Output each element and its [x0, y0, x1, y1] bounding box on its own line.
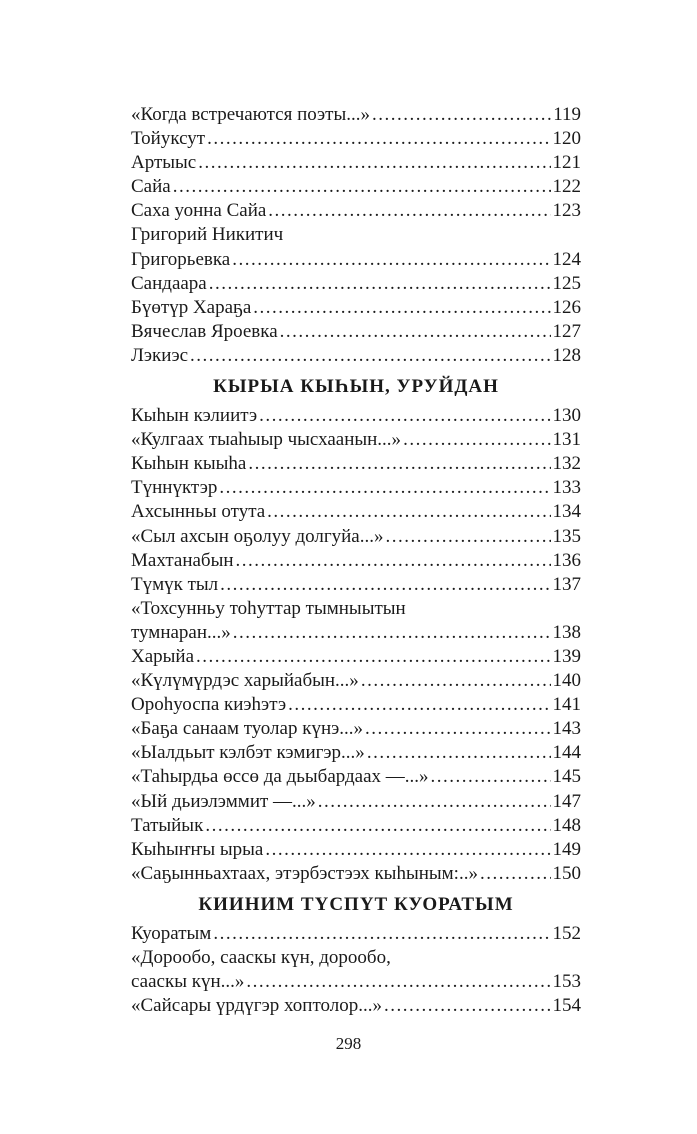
dot-leader — [205, 814, 550, 838]
toc-entry-page: 120 — [552, 128, 581, 150]
toc-entry-title: «Кулгаах тыаһыыр чысхаанын...» — [131, 429, 402, 451]
dot-leader — [246, 970, 550, 994]
toc-entry — [131, 922, 581, 946]
dot-leader — [268, 199, 550, 223]
toc-entry — [131, 669, 581, 693]
dot-leader — [365, 717, 550, 741]
dot-leader — [265, 838, 550, 862]
toc-entry-title: «Ый дьиэлэммит —...» — [131, 790, 316, 812]
toc-entry — [131, 500, 581, 524]
page-number: 298 — [335, 1034, 362, 1053]
toc-entry-page: 144 — [552, 742, 581, 764]
toc-entry-page: 148 — [552, 814, 581, 836]
toc-entry-page: 127 — [552, 320, 581, 342]
toc-entry-title: Артыыс — [131, 152, 197, 174]
toc-entry — [131, 320, 581, 344]
toc-entry-title: «Күлүмүрдэс харыйабын...» — [131, 670, 359, 692]
dot-leader — [236, 549, 551, 573]
toc-entry-title: «Саҕынньахтаах, этэрбэстээх кыһыным:..» — [131, 862, 478, 884]
toc-entry-title: Бүөтүр Хараҕа — [131, 296, 252, 318]
toc-group — [131, 404, 581, 886]
toc-entry-title: сааскы күн...» — [131, 971, 245, 993]
dot-leader — [233, 621, 551, 645]
toc-entry-page: 119 — [553, 104, 581, 125]
toc-entry-title: «Сыл ахсын оҕолуу долгуйа...» — [131, 525, 384, 547]
toc-entry — [131, 452, 581, 476]
toc-entry — [131, 127, 581, 151]
toc-entry-title: Түннүктэр — [131, 477, 218, 499]
dot-leader — [480, 862, 551, 886]
toc-entry-page: 124 — [552, 248, 581, 270]
toc-entry — [131, 645, 581, 669]
dot-leader — [384, 994, 551, 1018]
dot-leader — [248, 452, 550, 476]
toc-entry-page: 126 — [552, 296, 581, 318]
toc-entry — [131, 248, 581, 272]
toc-entry-title-line: «Тохсунньу тоһуттар тымныытын — [131, 597, 406, 619]
toc-entry — [131, 814, 581, 838]
toc-entry — [131, 838, 581, 862]
toc-entry — [131, 741, 581, 765]
section-heading: КИИНИМ ТҮСПҮТ КУОРАТЫМ — [198, 893, 514, 915]
toc-entry-title: Вячеслав Яроевка — [131, 320, 278, 342]
dot-leader — [367, 741, 551, 765]
toc-entry-page: 128 — [552, 344, 581, 366]
toc-entry-title: Ахсынньы отута — [131, 501, 266, 523]
toc-entry-page: 122 — [552, 176, 581, 198]
dot-leader — [209, 272, 551, 296]
toc-entry-title: «Таһырдьа өссө да дьыбардаах —...» — [131, 766, 429, 788]
toc-entry-title: Куоратым — [131, 922, 212, 944]
toc-group — [131, 922, 581, 1018]
dot-leader — [431, 765, 551, 789]
toc-entry-title: Сандаара — [131, 272, 207, 294]
dot-leader — [207, 127, 550, 151]
toc-entry-page: 130 — [552, 405, 581, 427]
toc-entry — [131, 428, 581, 452]
toc-entry — [131, 970, 581, 994]
table-of-contents — [131, 103, 581, 1018]
dot-leader — [288, 693, 550, 717]
dot-leader — [213, 922, 550, 946]
toc-entry-title: Лэкиэс — [131, 344, 189, 366]
toc-entry — [131, 103, 581, 127]
dot-leader — [198, 151, 550, 175]
toc-entry-title: Кыһын кыыһа — [131, 453, 247, 475]
toc-entry-title: Григорьевка — [131, 248, 231, 270]
toc-entry-page: 139 — [552, 645, 581, 667]
toc-entry — [131, 151, 581, 175]
toc-entry — [131, 476, 581, 500]
toc-entry — [131, 175, 581, 199]
dot-leader — [219, 476, 550, 500]
toc-entry-page: 140 — [552, 670, 581, 692]
dot-leader — [173, 175, 551, 199]
toc-entry-page: 149 — [552, 838, 581, 860]
toc-entry-page: 141 — [552, 694, 581, 716]
toc-entry-page: 121 — [552, 152, 581, 174]
toc-entry-title: Ороһуоспа киэһэтэ — [131, 694, 287, 716]
dot-leader — [253, 296, 550, 320]
toc-entry-title: «Сайсары үрдүгэр хоптолор...» — [131, 995, 382, 1017]
toc-entry-title: Тойуксут — [131, 128, 206, 150]
toc-entry — [131, 344, 581, 368]
toc-entry-title: «Ыалдьыт кэлбэт кэмигэр...» — [131, 742, 365, 764]
toc-entry-title: Түмүк тыл — [131, 573, 219, 595]
dot-leader — [318, 790, 551, 814]
toc-entry-title: Кыһыҥҥы ырыа — [131, 838, 264, 860]
dot-leader — [385, 525, 550, 549]
toc-entry-page: 143 — [552, 718, 581, 740]
toc-entry-page: 154 — [552, 995, 581, 1017]
toc-entry-title-line: Григорий Никитич — [131, 224, 284, 246]
toc-entry — [131, 862, 581, 886]
toc-entry — [131, 573, 581, 597]
toc-entry-page: 153 — [552, 971, 581, 993]
toc-entry-title: Саха уонна Сайа — [131, 200, 267, 222]
dot-leader — [267, 500, 550, 524]
dot-leader — [361, 669, 551, 693]
toc-entry-title: Татыйык — [131, 814, 204, 836]
toc-entry-page: 132 — [552, 453, 581, 475]
dot-leader — [232, 248, 550, 272]
toc-entry-page: 152 — [552, 922, 581, 944]
dot-leader — [259, 404, 550, 428]
dot-leader — [220, 573, 550, 597]
toc-entry-page: 123 — [552, 200, 581, 222]
toc-entry-title: Кыһын кэлиитэ — [131, 405, 258, 427]
toc-entry — [131, 272, 581, 296]
toc-entry-title: Махтанабын — [131, 549, 234, 571]
toc-entry-page: 138 — [552, 621, 581, 643]
toc-entry-title: Харыйа — [131, 645, 195, 667]
toc-entry — [131, 790, 581, 814]
toc-entry — [131, 199, 581, 223]
dot-leader — [190, 344, 550, 368]
dot-leader — [403, 428, 550, 452]
toc-entry-page: 133 — [552, 477, 581, 499]
toc-entry-page: 137 — [552, 573, 581, 595]
toc-entry — [131, 717, 581, 741]
toc-entry — [131, 296, 581, 320]
toc-entry-title: тумнаран...» — [131, 621, 231, 643]
toc-entry — [131, 994, 581, 1018]
dot-leader — [372, 103, 551, 127]
toc-entry-page: 134 — [552, 501, 581, 523]
toc-entry-page: 147 — [552, 790, 581, 812]
toc-entry-page: 131 — [552, 429, 581, 451]
toc-entry-title-line: «Дорообо, сааскы күн, дорообо, — [131, 947, 391, 968]
toc-entry — [131, 525, 581, 549]
toc-entry-page: 136 — [552, 549, 581, 571]
dot-leader — [280, 320, 551, 344]
toc-entry — [131, 765, 581, 789]
toc-entry-page: 125 — [552, 272, 581, 294]
toc-entry-title: «Баҕа санаам туолар күнэ...» — [131, 718, 364, 740]
toc-entry-title: Сайа — [131, 176, 171, 198]
toc-entry — [131, 621, 581, 645]
toc-entry — [131, 693, 581, 717]
section-heading: КЫРЫА КЫҺЫН, УРУЙДАН — [213, 376, 499, 398]
toc-entry-page: 150 — [552, 862, 581, 884]
toc-entry-page: 145 — [552, 766, 581, 788]
dot-leader — [196, 645, 550, 669]
toc-entry — [131, 549, 581, 573]
toc-entry — [131, 404, 581, 428]
toc-entry-title: «Когда встречаются поэты...» — [131, 104, 370, 125]
toc-entry-page: 135 — [552, 525, 581, 547]
toc-group — [131, 103, 581, 368]
